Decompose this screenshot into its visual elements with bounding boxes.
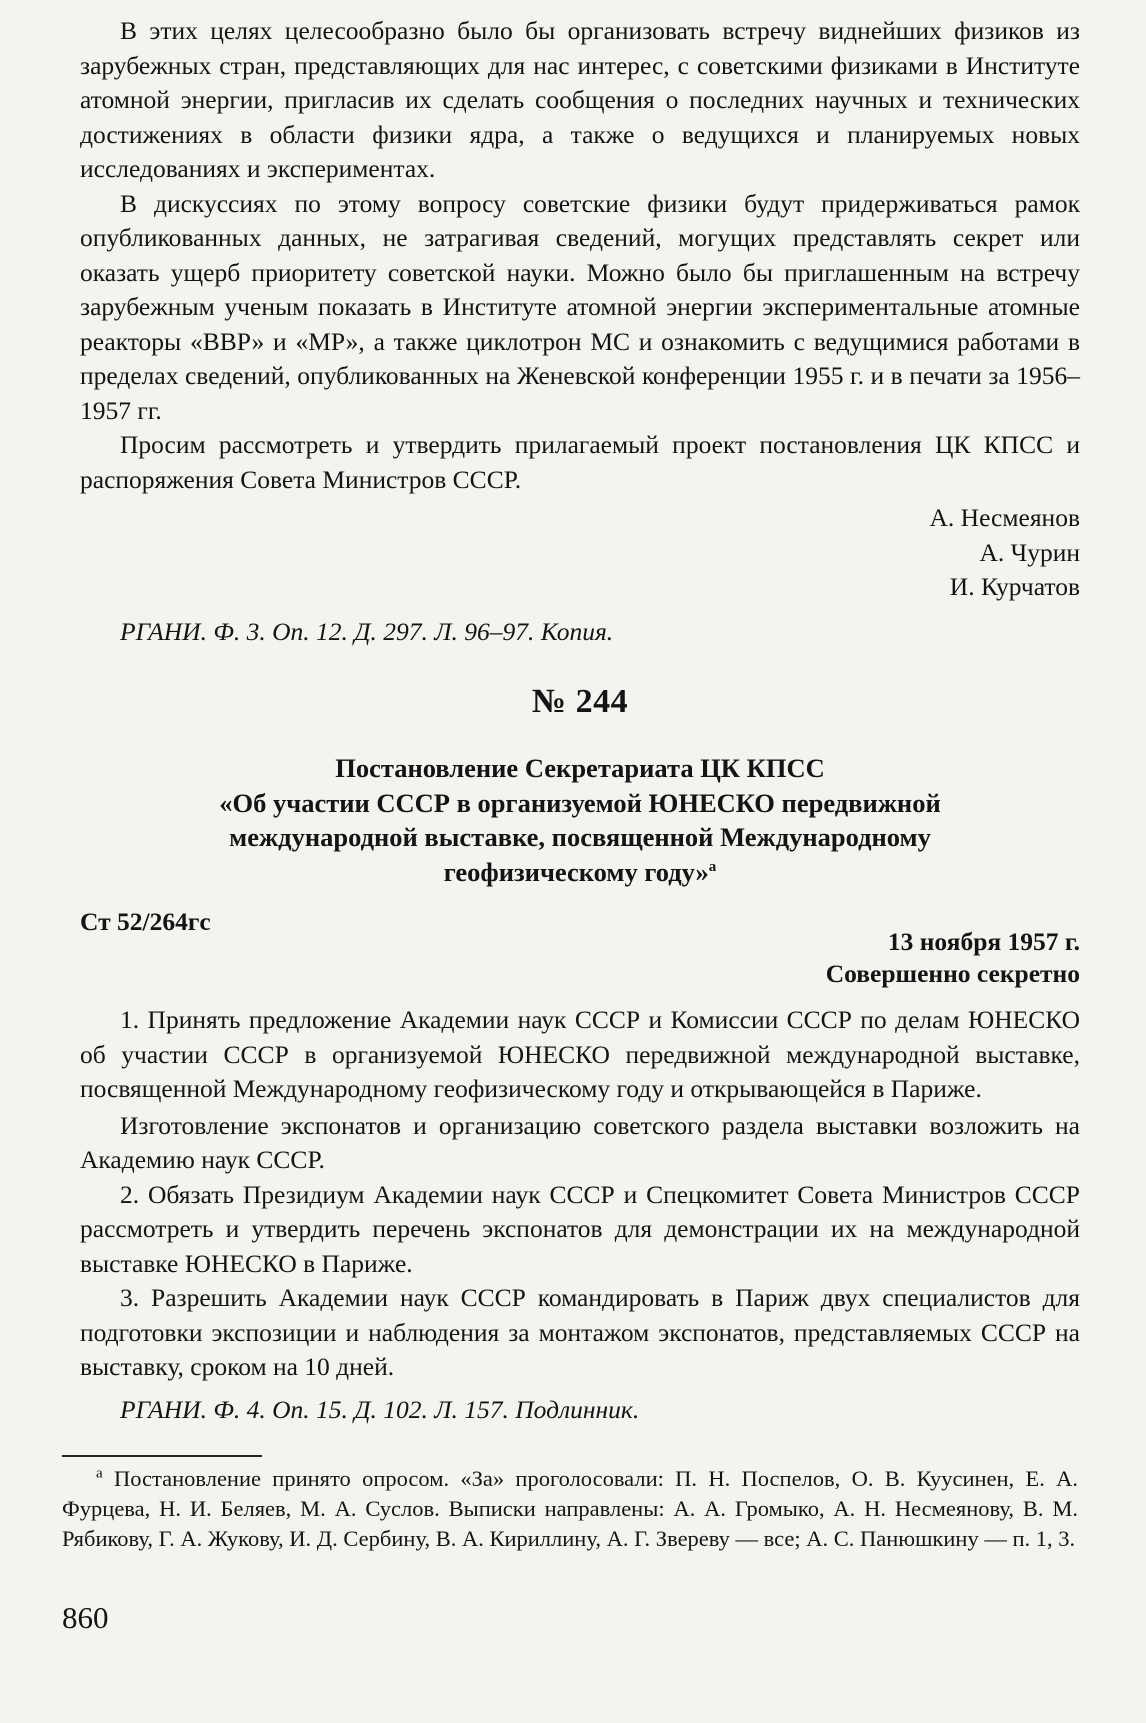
paragraph: Просим рассмотреть и утвердить прилагаемый проект постановления ЦК КПСС и распоряжения Совета Министров СССР. — [80, 430, 1080, 494]
signature-block — [80, 501, 1080, 605]
paragraph: В дискуссиях по этому вопросу советские физики будут придерживаться рамок опубликованных данных, не затрагивая сведений, могущих представлять секрет или оказать ущерб приоритету советской науки. Можно было бы приглашенным на встречу зарубежным ученым показать в Институте атомной энергии экспериментальные атомные реакторы «ВВР» и «МР», а также циклотрон МС и ознакомить с ведущимися работами в пределах сведений, опубликованных на Женевской конференции 1955 г. и в печати за 1956–1957 гг. — [80, 188, 1080, 425]
page-content — [80, 14, 1080, 1427]
document-meta — [80, 907, 1080, 995]
footnote-text: Постановление принято опросом. «За» проголосовали: П. Н. Поспелов, О. В. Куусинен, Е. А. Фурцева, Н. И. Беляев, М. А. Суслов. Выписки направлены: А. А. Громыко, А. Н. Несмеянову, В. М. Рябикову, Г. А. Жукову, И. Д. Сербину, В. А. Кириллину, А. Г. Звереву — все; А. С. Панюшкину — п. 1, 3. — [62, 1466, 1078, 1551]
footnote — [62, 1464, 1078, 1554]
footnote-divider — [62, 1455, 262, 1457]
document-title — [80, 751, 1080, 889]
footnote-reference: а — [708, 858, 717, 875]
page-number: 860 — [62, 1600, 109, 1635]
archive-source: РГАНИ. Ф. 3. Оп. 12. Д. 297. Л. 96–97. Копия. — [120, 616, 614, 646]
paragraph: 1. Принять предложение Академии наук СССР и Комиссии СССР по делам ЮНЕСКО об участии СССР в организуемой ЮНЕСКО передвижной международной выставке, посвященной Международному геофизическому году и открывающейся в Париже. — [80, 1005, 1080, 1103]
document-number: № 244 — [531, 683, 629, 720]
paragraph: 2. Обязать Президиум Академии наук СССР и Спецкомитет Совета Министров СССР рассмотреть и утвердить перечень экспонатов для демонстрации их на международной выставке ЮНЕСКО в Париже. — [80, 1179, 1080, 1278]
signature: И. Курчатов — [949, 572, 1080, 601]
title-line — [80, 855, 1080, 890]
title-line: «Об участии СССР в организуемой ЮНЕСКО передвижной — [219, 787, 941, 818]
title-line-text: геофизическому году» — [443, 856, 709, 887]
classification-stamp: Совершенно секретно — [825, 959, 1080, 988]
document-date: 13 ноября 1957 г. — [887, 927, 1080, 956]
footnote-mark: а — [96, 1465, 103, 1482]
paragraph: Изготовление экспонатов и организацию советского раздела выставки возложить на Академию наук СССР. — [80, 1110, 1080, 1174]
signature: А. Несмеянов — [929, 503, 1080, 532]
signature: А. Чурин — [979, 537, 1080, 567]
archive-source: РГАНИ. Ф. 4. Оп. 15. Д. 102. Л. 157. Подлинник. — [120, 1394, 640, 1424]
paragraph: 3. Разрешить Академии наук СССР командировать в Париж двух специалистов для подготовки экспозиции и наблюдения за монтажом экспонатов, представляемых СССР на выставку, сроком на 10 дней. — [80, 1283, 1080, 1381]
footnote-text-block — [62, 1464, 1078, 1554]
title-line: Постановление Секретариата ЦК КПСС — [335, 753, 825, 783]
document-code: Ст 52/264гс — [80, 907, 211, 936]
paragraph: В этих целях целесообразно было бы организовать встречу виднейших физиков из зарубежных стран, представляющих для нас интерес, с советскими физиками в Институте атомной энергии, пригласив их сделать сообщения о последних научных и технических достижениях в области физики ядра, а также о ведущихся и планируемых новых исследованиях и экспериментах. — [80, 16, 1080, 183]
title-line: международной выставке, посвященной Международному — [229, 822, 931, 852]
